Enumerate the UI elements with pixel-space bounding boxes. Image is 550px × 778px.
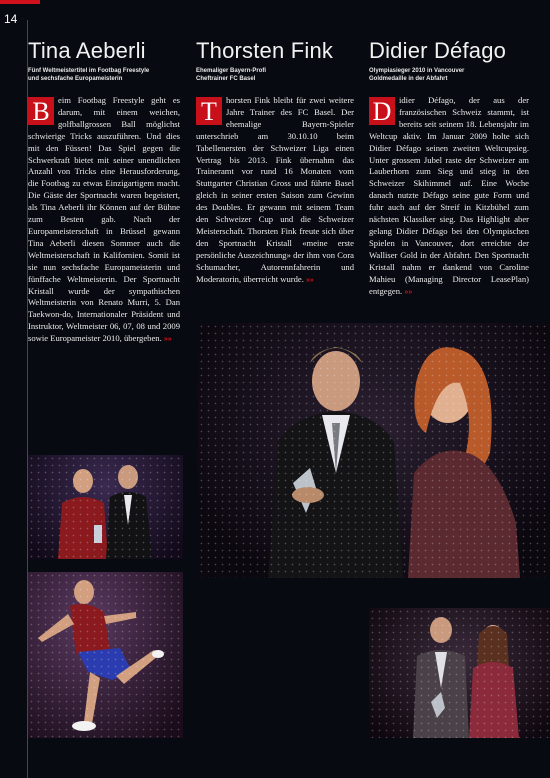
column-header-thorsten: [196, 38, 354, 83]
person-name: Thorsten Fink: [196, 38, 334, 63]
photo-didier-defago-award: [369, 608, 550, 738]
article-text: eim Footbag Freestyle geht es darum, mit einem weichen, golfballgrossen Ball möglichst schwierige Tricks auszuführen. Und dies mit den Füssen! Das Spiel gegen die Schwerkraft bietet mit seiner unendlichen Anzahl von Tricks eine Herausforderung, die Footbag zu etwas Einzigartigem macht. Die Gäste der Sportnacht waren begeistert, als Tina Aeberli ihr Können auf der Bühne zum Besten gab. Nach der Europameisterschaft in Brüssel gewann Tina Aeberli diesen Sommer auch die Weltmeisterschaft in Kalifornien. Somit ist sie nun sechsfache Europameisterin und fünffache Weltmeisterin. Der Sportnacht Kristall wurde der sympathischen Weltmeisterin von Renato Murri, 5. Dan Taekwon-do, Internationaler Präsident und Instruktor, Weltmeister 06, 07, 08 und 2009 sowie Europameister 2010, übergeben.: [28, 95, 180, 344]
end-mark: »»: [163, 336, 172, 344]
column-header-didier: [369, 38, 529, 83]
article-text: horsten Fink bleibt für zwei weitere Jahre Trainer des FC Basel. Der ehemalige Bayern-Spieler unterschrieb am 30.10.10 beim Tabellenersten der Schweizer Liga einen Vertrag bis 2013. Fink übernahm das Traineramt vor rund 16 Monaten vom Stuttgarter Christian Gross und führte Basel gleich in seiner ersten Saison zum Gewinn des Doubles. Er gewann mit seinem Team den Schweizer Cup und die Schweizer Meisterschaft. Thorsten Fink freute sich über den Sportnacht Kristall «meine erste persönliche Auszeichnung» der ihm von Cora Schumacher, Autorennfahrerin und Moderatorin, überreicht wurde.: [196, 95, 354, 284]
drop-cap: D: [369, 97, 395, 125]
person-name: Tina Aeberli: [28, 38, 146, 63]
person-subtitle: Ehemaliger Bayern-Profi Cheftrainer FC Basel: [196, 68, 267, 82]
article-body-tina: [28, 95, 180, 346]
article-body-didier: [369, 95, 529, 298]
person-subtitle: Fünf Weltmeistertitel im Footbag Freestyle und sechsfache Europameisterin: [28, 68, 150, 82]
column-header-tina: [28, 38, 180, 83]
page-accent-bar: [0, 0, 40, 4]
photo-tina-aeberli-performance: [28, 572, 183, 738]
person-name: Didier Défago: [369, 38, 507, 63]
end-mark: »»: [306, 276, 314, 284]
drop-cap: T: [196, 97, 222, 125]
photo-thorsten-fink-award: [198, 323, 550, 578]
photo-tina-aeberli-award: [28, 455, 183, 559]
person-subtitle: Olympiasieger 2010 in Vancouver Goldmedaille in der Abfahrt: [369, 68, 465, 82]
end-mark: »»: [404, 288, 413, 296]
article-text: idier Défago, der aus der französischen Schweiz stammt, ist bereits seit seinem 18. Lebensjahr im Weltcup aktiv. Im Januar 2009 holte sich Didier Défago seinen zweiten Weltcupsieg. Unter grossem Jubel raste der Schweizer am Lauberhorn zum Sieg und stieg in den Schweizer Skihimmel auf. Eine Woche danach nutzte Défago seine gute Form und fuhr auch auf der Streif in Kitzbühel zum nächsten Klassiker sieg. Das Highlight aber gelang Didier Défago bei den Olympischen Spielen in Vancouver, dort erreichte der Walliser Gold in der Abfahrt. Den Sportnacht Kristall nahm er dankend von Caroline Mahieu (Managing Director LeasePlan) entgegen.: [369, 95, 529, 296]
drop-cap: B: [28, 97, 54, 125]
page-number: 14: [4, 12, 18, 26]
article-body-thorsten: [196, 95, 354, 287]
